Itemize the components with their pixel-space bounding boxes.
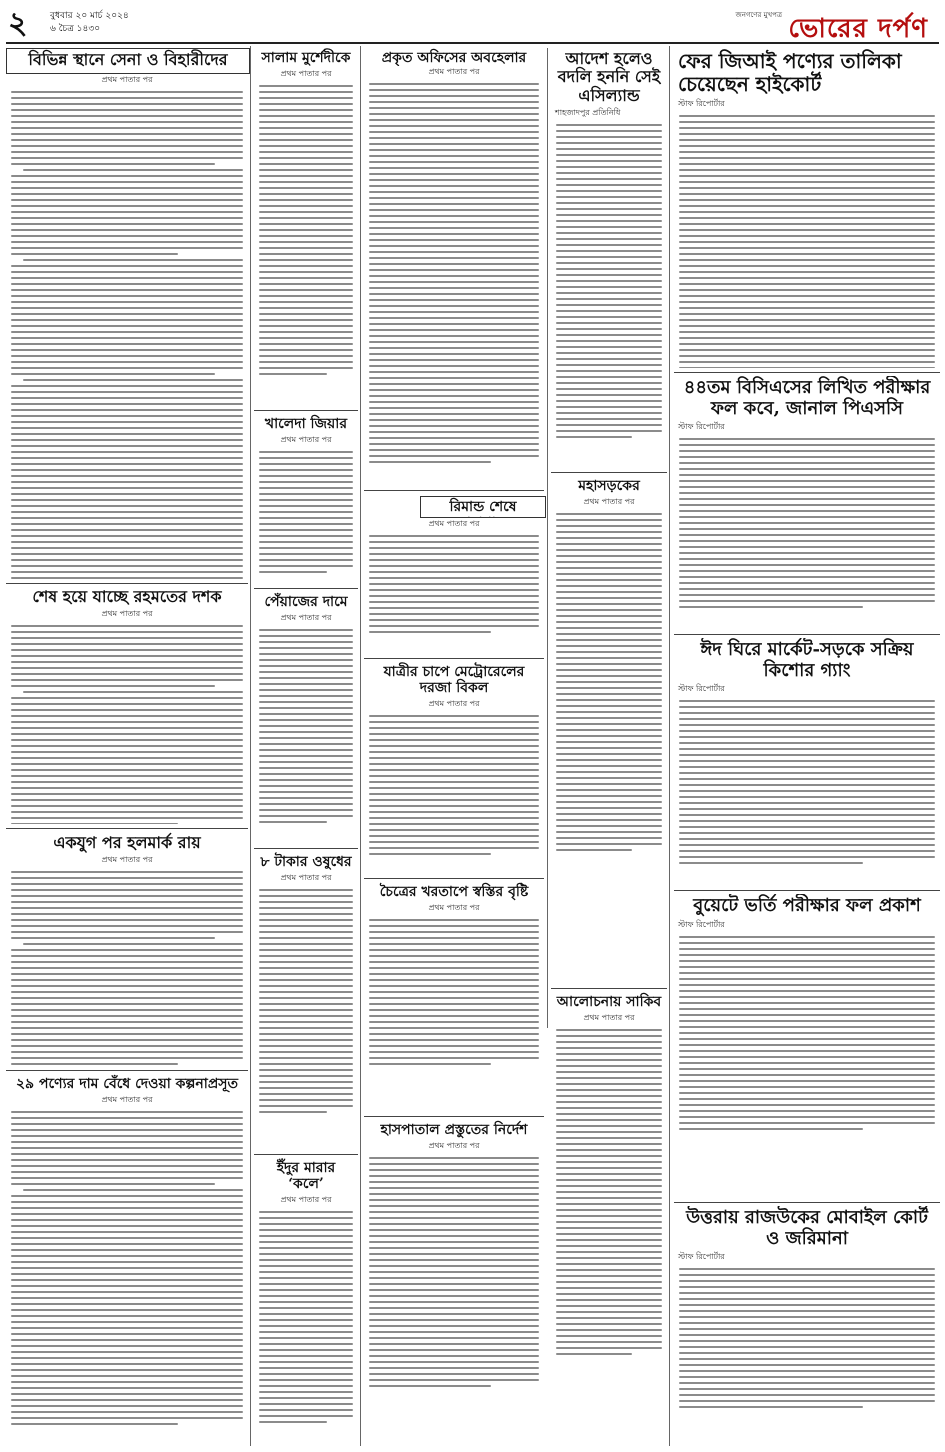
article-byline: প্রথম পাতার পর (583, 497, 635, 507)
article-byline: স্টাফ রিপোর্টার (678, 684, 725, 694)
article (254, 48, 358, 406)
divider (254, 848, 358, 849)
article-headline: আলোচনায় সাকিব (556, 994, 662, 1010)
article-body (551, 124, 667, 438)
article-byline: প্রথম পাতার পর (428, 519, 480, 528)
article (254, 852, 358, 1150)
article-byline: প্রথম পাতার পর (280, 613, 332, 623)
article-byline: প্রথম পাতার পর (101, 855, 153, 865)
article (674, 638, 940, 886)
article-byline: স্টাফ রিপোর্টার (678, 919, 725, 929)
article (364, 518, 544, 654)
article-headline: শেষ হয়ে যাচ্ছে রহমতের দশক (32, 587, 222, 606)
article-body (254, 451, 358, 573)
article-headline: বিভিন্ন স্থানে সেনা ও বিহারীদের (28, 50, 228, 69)
article-body (6, 871, 248, 1065)
divider (551, 472, 667, 473)
article-body (674, 115, 940, 368)
article-headline: প্রকৃত অফিসের অবহেলার (381, 50, 527, 66)
article-byline: প্রথম পাতার পর (428, 1141, 480, 1151)
article (6, 586, 248, 824)
brand-tagline: জনগণের মুখপত্র (735, 11, 782, 19)
divider (254, 410, 358, 411)
divider (674, 634, 940, 635)
masthead (6, 6, 939, 44)
article-byline: প্রথম পাতার পর (583, 1013, 635, 1023)
article-body (364, 83, 544, 463)
article (674, 48, 940, 368)
article-byline: স্টাফ রিপোর্টার (678, 1252, 725, 1262)
article-byline: প্রথম পাতার পর (280, 435, 332, 445)
article (364, 662, 544, 874)
article-body (674, 936, 940, 1130)
brand-name: ভোরের দর্পণ (788, 14, 928, 44)
article (6, 832, 248, 1068)
article-byline: প্রথম পাতার পর (280, 69, 332, 79)
article-body (364, 919, 544, 1065)
article (674, 376, 940, 630)
article-body (6, 91, 248, 580)
divider (364, 658, 544, 659)
article-headline: বুয়েটে ভর্তি পরীক্ষার ফল প্রকাশ (693, 895, 921, 916)
article-headline: উত্তরায় রাজউকের মোবাইল কোর্ট ও জরিমানা (686, 1207, 928, 1249)
article-headline: চৈত্রের খরতাপে স্বস্তির বৃষ্টি (379, 884, 529, 900)
article (364, 1120, 544, 1446)
article-byline: প্রথম পাতার পর (280, 1195, 332, 1205)
article (254, 1158, 358, 1446)
article-body (364, 1157, 544, 1387)
brand-logo (662, 6, 932, 42)
article-body (364, 535, 544, 633)
article-headline: যাত্রীর চাপে মেট্রোরেলের দরজা বিকল (383, 664, 525, 697)
article-body (551, 513, 667, 851)
article-headline: আদেশ হলেও বদলি হননি সেই এসিল্যান্ড (557, 49, 661, 105)
article-headline: একযুগ পর হলমার্ক রায় (53, 833, 201, 852)
column-rule (360, 46, 361, 1446)
article-byline: প্রথম পাতার পর (280, 873, 332, 883)
article-body (254, 629, 358, 823)
divider (6, 1070, 248, 1071)
article-body (254, 889, 358, 1113)
article-headline: সালাম মুর্শেদীকে (261, 50, 351, 66)
article-byline: প্রথম পাতার পর (101, 1095, 153, 1105)
divider (674, 890, 940, 891)
page-number: ২ (8, 6, 28, 41)
article-byline: প্রথম পাতার পর (428, 903, 480, 913)
article (6, 1074, 248, 1446)
article-body (551, 1029, 667, 1355)
article (254, 414, 358, 584)
divider (551, 988, 667, 989)
date-bengali: ৬ চৈত্র ১৪৩০ (50, 24, 101, 34)
article-byline: স্টাফ রিপোর্টার (678, 422, 725, 432)
divider (674, 372, 940, 373)
divider (364, 1116, 544, 1117)
article-headline: রিমান্ড শেষে (449, 499, 517, 515)
article (551, 992, 667, 1446)
article-byline: শাহজাদপুর প্রতিনিধি (555, 108, 621, 118)
divider (674, 1202, 940, 1203)
article-headline-box (364, 48, 544, 66)
article-byline: প্রথম পাতার পর (428, 67, 480, 76)
article-body (674, 1268, 940, 1408)
article-body (364, 715, 544, 855)
divider (6, 583, 248, 584)
article-body (254, 1211, 358, 1423)
column-rule (547, 48, 548, 1028)
article-byline: স্টাফ রিপোর্টার (678, 99, 725, 108)
article-body (254, 85, 358, 375)
article (364, 66, 544, 486)
article (674, 894, 940, 1198)
article (254, 592, 358, 844)
article-headline: ৪৪তম বিসিএসের লিখিত পরীক্ষার ফল কবে, জানাল পিএসসি (683, 377, 931, 419)
article (551, 48, 667, 468)
article-headline-box (6, 48, 250, 74)
divider (6, 828, 248, 829)
article-headline: হাসপাতাল প্রস্তুতের নির্দেশ (380, 1122, 528, 1138)
dateline (50, 10, 129, 36)
divider (364, 878, 544, 879)
article-headline: ২৯ পণ্যের দাম বেঁধে দেওয়া কল্পনাপ্রসূত (15, 1076, 239, 1092)
column-rule (250, 46, 251, 1446)
article-body (674, 700, 940, 864)
article (674, 1206, 940, 1446)
article-byline: প্রথম পাতার পর (101, 609, 153, 619)
article-headline-box (420, 496, 546, 518)
article-headline: পেঁয়াজের দামে (264, 594, 348, 610)
article-headline: ৮ টাকার ওষুধের (260, 854, 352, 870)
divider (254, 588, 358, 589)
article (6, 74, 248, 580)
article-body (6, 625, 248, 824)
article-headline: মহাসড়কের (578, 478, 640, 494)
article (364, 882, 544, 1112)
article-headline: খালেদা জিয়ার (264, 416, 348, 432)
date-gregorian: বুধবার ২০ মার্চ ২০২৪ (50, 11, 129, 21)
article-byline: প্রথম পাতার পর (428, 699, 480, 709)
divider (254, 1154, 358, 1155)
column-rule (669, 46, 670, 1446)
article-headline: ঈদ ঘিরে মার্কেট-সড়কে সক্রিয় কিশোর গ্যাং (700, 639, 914, 681)
divider (364, 490, 544, 491)
article-byline: প্রথম পাতার পর (101, 75, 153, 84)
article-headline: ইঁদুর মারার ‘কলে’ (276, 1160, 336, 1193)
article-headline: ফের জিআই পণ্যের তালিকা চেয়েছেন হাইকোর্ট (678, 49, 902, 96)
article-body (674, 438, 940, 608)
article (551, 476, 667, 984)
article-body (6, 1111, 248, 1425)
